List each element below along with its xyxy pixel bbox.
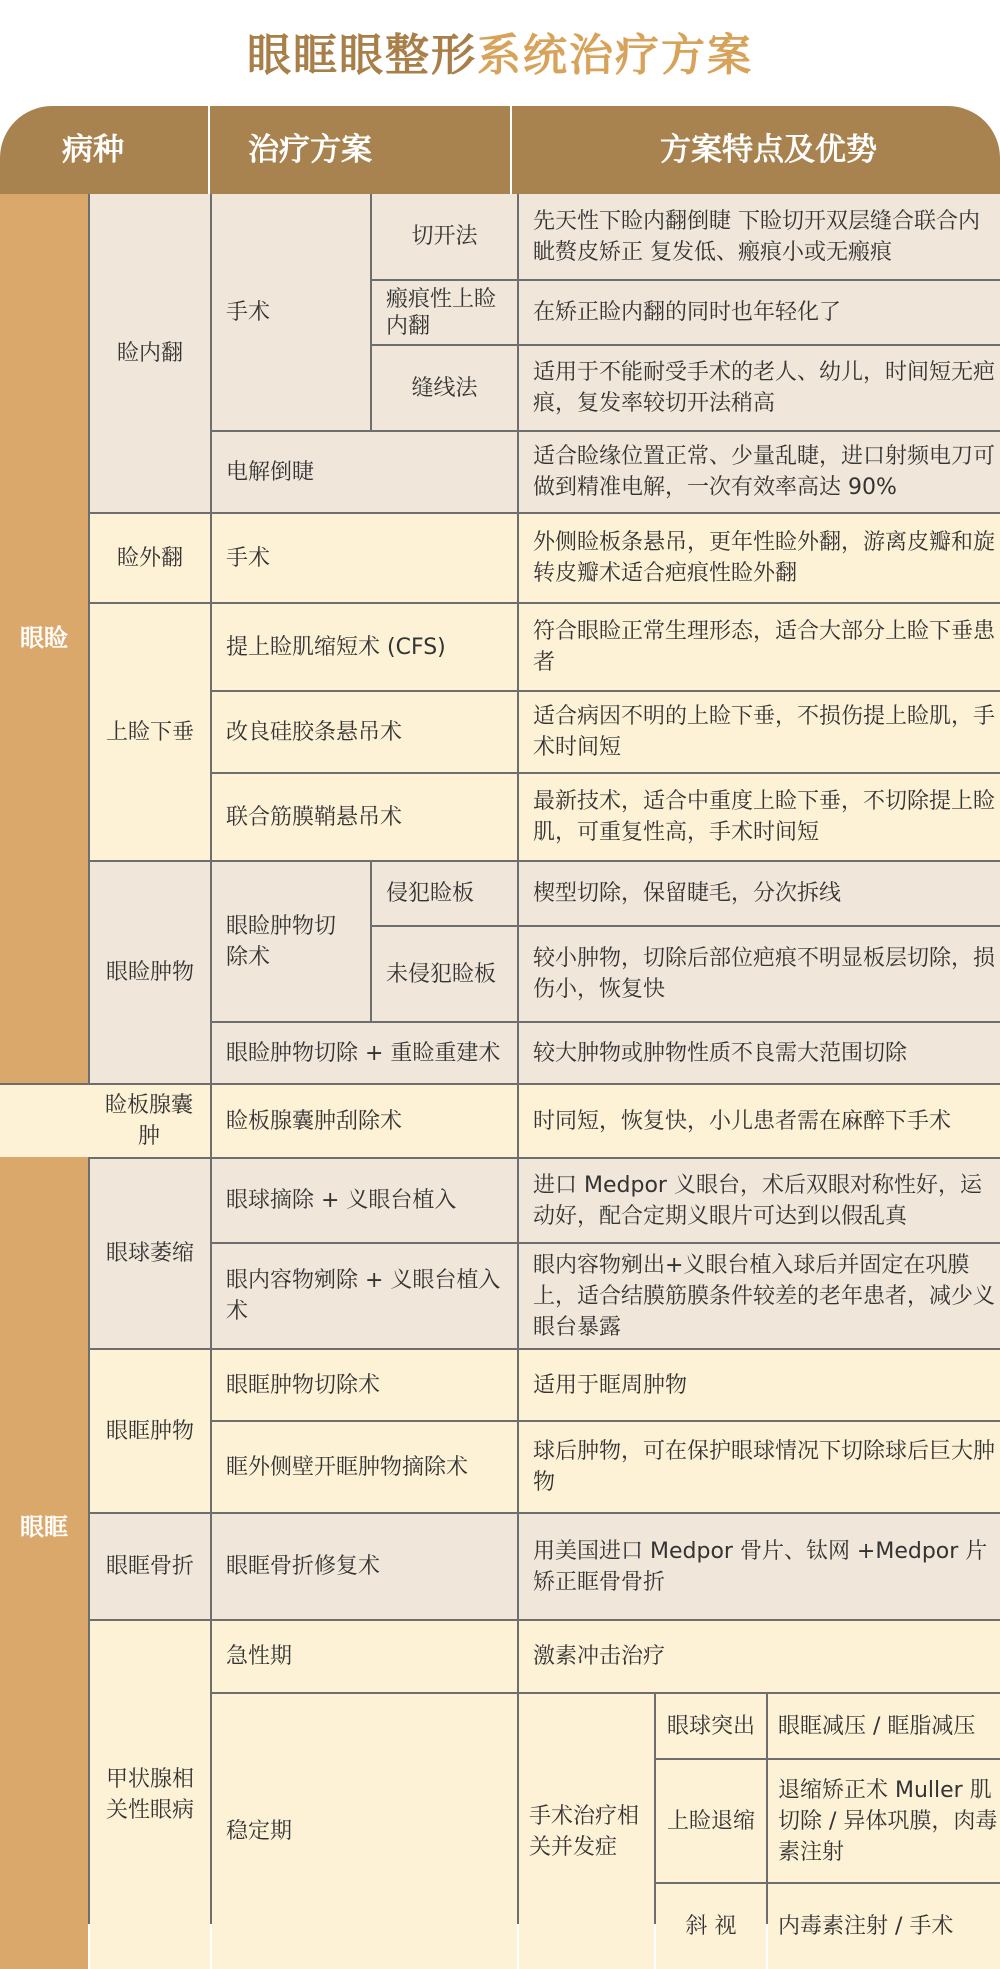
feature-ptosis-2: 适合病因不明的上睑下垂，不损伤提上睑肌，手术时间短 (519, 692, 1000, 772)
method-invasive: 侵犯睑板 (372, 862, 517, 925)
method-noninvasive: 未侵犯睑板 (372, 927, 517, 1021)
title-part-1: 眼眶眼整形 (247, 30, 477, 81)
method-stable: 稳定期 (212, 1694, 517, 1969)
feature-fracture: 用美国进口 Medpor 骨片、钛网 +Medpor 片矫正眶骨骨折 (519, 1514, 1000, 1619)
feature-orbital-tumor-2: 球后肿物，可在保护眼球情况下切除球后巨大肿物 (519, 1422, 1000, 1512)
method-reconstruction: 眼睑肿物切除 + 重睑重建术 (212, 1023, 517, 1083)
method-ptosis-1: 提上睑肌缩短术 (CFS) (212, 604, 517, 690)
header-disease: 病种 (62, 132, 124, 168)
disease-eyelid-tumor: 眼睑肿物 (90, 862, 210, 1083)
feature-atrophy-1: 进口 Medpor 义眼台，术后双眼对称性好，运动好，配合定期义眼片可达到以假乱真 (519, 1159, 1000, 1242)
method-electrolysis: 电解倒睫 (212, 432, 517, 512)
symptom-lid-retraction: 上睑退缩 (656, 1760, 766, 1882)
feature-ptosis-1: 符合眼睑正常生理形态，适合大部分上睑下垂患者 (519, 604, 1000, 690)
feature-noninvasive: 较小肿物，切除后部位疤痕不明显板层切除，损伤小，恢复快 (519, 927, 1000, 1021)
disease-thyroid: 甲状腺相关性眼病 (90, 1621, 210, 1969)
treatment-strabismus: 内毒素注射 / 手术 (768, 1884, 1000, 1969)
complication-label: 手术治疗相关并发症 (519, 1694, 654, 1969)
method-orbital-tumor-1: 眼眶肿物切除术 (212, 1350, 517, 1420)
disease-atrophy: 眼球萎缩 (90, 1159, 210, 1348)
feature-chalazion: 时同短，恢复快，小儿患者需在麻醉下手术 (519, 1085, 1000, 1157)
method-scar-entropion: 瘢痕性上睑内翻 (372, 281, 517, 344)
method-acute: 急性期 (212, 1621, 517, 1692)
treatment-lid-retraction: 退缩矫正术 Muller 肌切除 / 异体巩膜，肉毒素注射 (768, 1760, 1000, 1882)
treatment-table (0, 194, 1000, 1939)
feature-incision: 先天性下睑内翻倒睫 下睑切开双层缝合联合内眦赘皮矫正 复发低、瘢痕小或无瘢痕 (519, 194, 1000, 279)
feature-ptosis-3: 最新技术，适合中重度上睑下垂，不切除提上睑肌，可重复性高，手术时间短 (519, 774, 1000, 860)
method-suture: 缝线法 (372, 346, 517, 430)
method-ptosis-2: 改良硅胶条悬吊术 (212, 692, 517, 772)
method-surgery: 手术 (212, 194, 370, 430)
feature-orbital-tumor-1: 适用于眶周肿物 (519, 1350, 1000, 1420)
feature-acute: 激素冲击治疗 (519, 1621, 1000, 1692)
header-divider (208, 106, 210, 194)
method-eyelid-tumor-excision: 眼睑肿物切除术 (212, 862, 370, 1021)
feature-ectropion: 外侧睑板条悬吊，更年性睑外翻，游离皮瓣和旋转皮瓣术适合疤痕性睑外翻 (519, 514, 1000, 602)
method-fracture: 眼眶骨折修复术 (212, 1514, 517, 1619)
header-divider (510, 106, 512, 194)
page-title (0, 26, 1000, 86)
header-treatment: 治疗方案 (248, 132, 372, 168)
category-orbit: 眼眶 (0, 1085, 88, 1969)
disease-ectropion: 睑外翻 (90, 514, 210, 602)
title-part-2: 系统治疗方案 (477, 30, 753, 81)
method-ectropion: 手术 (212, 514, 517, 602)
method-ptosis-3: 联合筋膜鞘悬吊术 (212, 774, 517, 860)
disease-entropion: 睑内翻 (90, 194, 210, 512)
category-eyelid: 眼睑 (0, 194, 88, 1083)
feature-invasive: 楔型切除，保留睫毛，分次拆线 (519, 862, 1000, 925)
feature-scar-entropion: 在矫正睑内翻的同时也年轻化了 (519, 281, 1000, 344)
disease-chalazion: 睑板腺囊肿 (0, 1085, 210, 1157)
method-incision: 切开法 (372, 194, 517, 279)
method-orbital-tumor-2: 眶外侧壁开眶肿物摘除术 (212, 1422, 517, 1512)
disease-orbital-tumor: 眼眶肿物 (90, 1350, 210, 1512)
method-atrophy-2: 眼内容物剜除 + 义眼台植入术 (212, 1244, 517, 1348)
feature-suture: 适用于不能耐受手术的老人、幼儿，时间短无疤痕，复发率较切开法稍高 (519, 346, 1000, 430)
header-features: 方案特点及优势 (660, 132, 877, 168)
disease-fracture: 眼眶骨折 (90, 1514, 210, 1619)
feature-electrolysis: 适合睑缘位置正常、少量乱睫，进口射频电刀可做到精准电解，一次有效率高达 90% (519, 432, 1000, 512)
treatment-proptosis: 眼眶减压 / 眶脂减压 (768, 1694, 1000, 1758)
symptom-proptosis: 眼球突出 (656, 1694, 766, 1758)
feature-atrophy-2: 眼内容物剜出+义眼台植入球后并固定在巩膜上，适合结膜筋膜条件较差的老年患者，减少义眼台暴露 (519, 1244, 1000, 1348)
symptom-strabismus: 斜 视 (656, 1884, 766, 1969)
method-atrophy-1: 眼球摘除 + 义眼台植入 (212, 1159, 517, 1242)
disease-ptosis: 上睑下垂 (90, 604, 210, 860)
method-chalazion: 睑板腺囊肿刮除术 (212, 1085, 517, 1157)
feature-reconstruction: 较大肿物或肿物性质不良需大范围切除 (519, 1023, 1000, 1083)
